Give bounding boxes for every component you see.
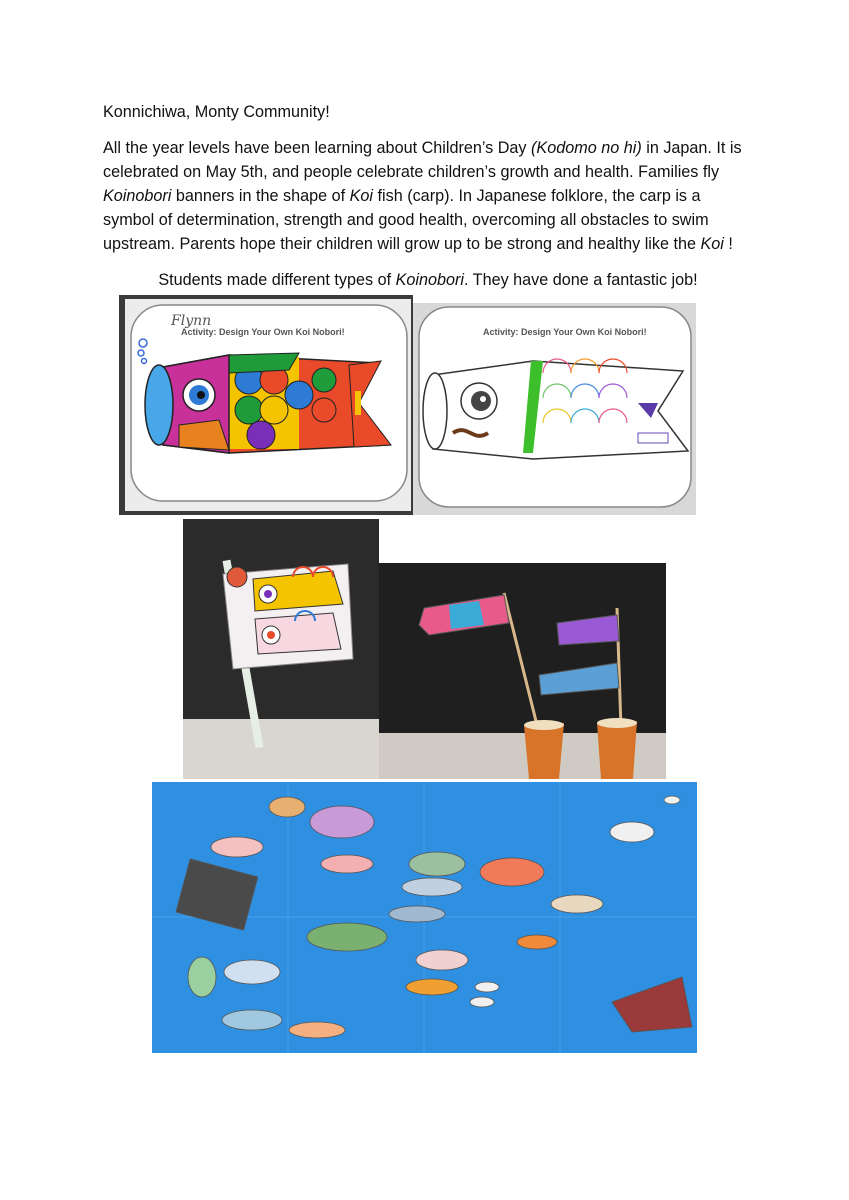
photo-worksheet-outline: [413, 303, 696, 515]
para-italic-kodomo: (Kodomo no hi): [531, 139, 642, 157]
para-text-3: in Japan. It is celebrated on May 5th, and people celebrate children’s growth and health. Families fly: [103, 139, 742, 181]
para-italic-koi-1: Koi: [349, 187, 374, 205]
photo-paper-flag: [183, 519, 379, 779]
photo-fish-wall: [152, 782, 697, 1053]
student-name: Flynn: [171, 313, 212, 329]
caption-text-1: Students made different types of: [158, 271, 396, 289]
intro-paragraph: [103, 136, 753, 256]
para-text-7: fish (carp). In Japanese folklore, the carp is a symbol of determination, strength and good health, overcoming all obstacles to swim upstream. Parents hope their children will grow up to be strong and healthy like the: [103, 187, 709, 253]
letter-text: [103, 100, 753, 292]
para-italic-koi-2: Koi: [700, 235, 724, 253]
worksheet-title-2: Activity: Design Your Own Koi Nobori!: [483, 327, 647, 337]
para-text-5: banners in the shape of: [171, 187, 350, 205]
photo-caption: [103, 268, 753, 292]
para-italic-koinobori: Koinobori: [103, 187, 172, 205]
worksheet-title-1: Activity: Design Your Own Koi Nobori!: [181, 327, 345, 337]
caption-text-3: . They have done a fantastic job!: [463, 271, 698, 289]
para-text-9: !: [723, 235, 733, 253]
photo-cup-flags: [379, 563, 666, 779]
photo-worksheet-colored: [119, 295, 413, 515]
greeting: Konnichiwa, Monty Community!: [103, 103, 330, 121]
caption-italic-koinobori: Koinobori: [395, 271, 464, 289]
para-text-1: All the year levels have been learning about Children’s Day: [103, 139, 532, 157]
